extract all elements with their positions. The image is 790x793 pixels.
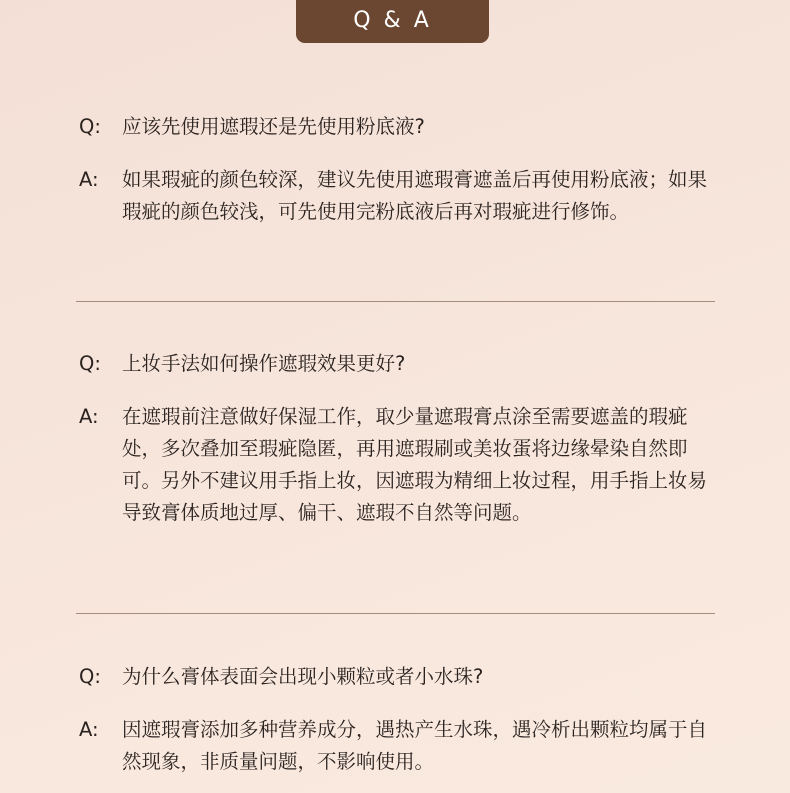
answer-row <box>79 714 719 778</box>
question-text: 为什么膏体表面会出现小颗粒或者小水珠? <box>122 665 484 688</box>
section-divider <box>76 301 715 302</box>
question-text: 应该先使用遮瑕还是先使用粉底液? <box>122 115 425 138</box>
question-text: 上妆手法如何操作遮瑕效果更好? <box>122 352 406 375</box>
answer-row <box>79 164 719 228</box>
answer-prefix: A: <box>79 718 99 741</box>
answer-text: 在遮瑕前注意做好保湿工作，取少量遮瑕膏点涂至需要遮盖的瑕疵处，多次叠加至瑕疵隐匿，再用遮瑕刷或美妆蛋将边缘晕染自然即可。另外不建议用手指上妆，因遮瑕为精细上妆过程，用手指上妆易导致膏体质地过厚、偏干、遮瑕不自然等问题。 <box>122 405 708 524</box>
answer-prefix: A: <box>79 168 99 191</box>
qa-item-1 <box>79 111 719 228</box>
qa-item-3 <box>79 661 719 778</box>
answer-row <box>79 401 719 529</box>
answer-text: 如果瑕疵的颜色较深，建议先使用遮瑕膏遮盖后再使用粉底液；如果瑕疵的颜色较浅，可先使用完粉底液后再对瑕疵进行修饰。 <box>122 168 708 223</box>
qa-item-2 <box>79 348 719 529</box>
question-row <box>79 111 719 143</box>
answer-prefix: A: <box>79 405 99 428</box>
question-row <box>79 348 719 380</box>
question-prefix: Q: <box>79 352 101 375</box>
question-row <box>79 661 719 693</box>
qa-header-badge: Q & A <box>296 0 489 43</box>
question-prefix: Q: <box>79 665 101 688</box>
question-prefix: Q: <box>79 115 101 138</box>
answer-text: 因遮瑕膏添加多种营养成分，遇热产生水珠，遇冷析出颗粒均属于自然现象，非质量问题，不影响使用。 <box>122 718 708 773</box>
section-divider <box>76 613 715 614</box>
